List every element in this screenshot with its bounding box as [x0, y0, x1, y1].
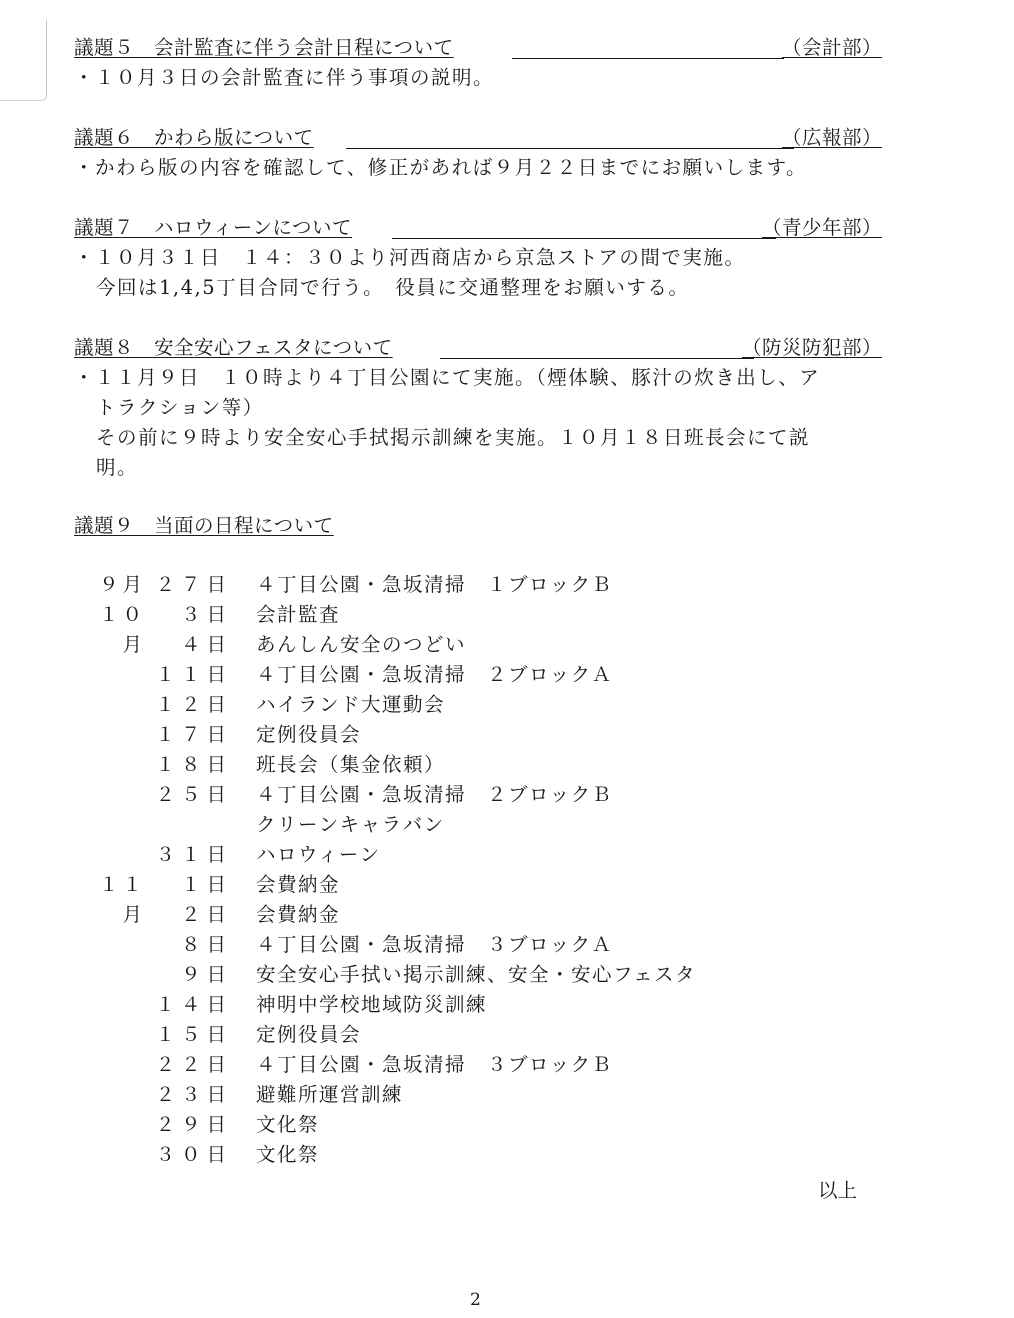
- schedule-day: ３０日: [155, 1143, 232, 1166]
- agenda-department: （防災防犯部）: [741, 336, 882, 359]
- schedule-event: 避難所運営訓練: [256, 1083, 404, 1106]
- schedule-event: 班長会（集金依頼）: [256, 753, 446, 776]
- agenda-title: 議題５ 会計監査に伴う会計日程について: [74, 36, 454, 59]
- schedule-day: １５日: [155, 1023, 232, 1046]
- binding-margin-mark: [0, 20, 47, 101]
- schedule-day: ４日: [180, 633, 232, 656]
- agenda-line: ・１０月３日の会計監査に伴う事項の説明。: [74, 66, 495, 89]
- schedule-row: [0, 1140, 1014, 1170]
- schedule-event: 会費納金: [256, 903, 341, 926]
- closing-text: 以上: [818, 1179, 858, 1202]
- schedule-day: １７日: [155, 723, 232, 746]
- schedule-row: [0, 990, 1014, 1020]
- schedule-day: ２日: [180, 903, 232, 926]
- schedule-row: [0, 960, 1014, 990]
- schedule-row: [0, 810, 1014, 840]
- schedule-row: [0, 1020, 1014, 1050]
- schedule-day: １日: [180, 873, 232, 896]
- schedule-event: クリーンキャラバン: [256, 813, 445, 836]
- page-number: 2: [470, 1290, 481, 1310]
- agenda-heading: [74, 334, 882, 362]
- schedule-event: 神明中学校地域防災訓練: [256, 993, 488, 1016]
- agenda-line: トラクション等）: [96, 396, 264, 419]
- schedule-day: ３日: [180, 603, 232, 626]
- schedule-month: ９月: [98, 573, 146, 596]
- agenda-heading: [74, 512, 882, 540]
- agenda-title: 議題６ かわら版について: [74, 126, 314, 149]
- schedule-event: 会費納金: [256, 873, 341, 896]
- agenda-heading: [74, 34, 882, 62]
- schedule-event: ４丁目公園・急坂清掃 ３ブロックＢ: [256, 1053, 613, 1076]
- schedule-day: ２３日: [155, 1083, 232, 1106]
- schedule-event: 定例役員会: [256, 1023, 362, 1046]
- agenda-line: その前に９時より安全安心手拭掲示訓練を実施。１０月１８日班長会にて説: [96, 426, 811, 449]
- schedule-row: [0, 720, 1014, 750]
- schedule-row: [0, 630, 1014, 660]
- heading-rule: [440, 358, 754, 359]
- schedule-event: 文化祭: [256, 1113, 320, 1136]
- schedule-row: [0, 900, 1014, 930]
- agenda-title: 議題９ 当面の日程について: [74, 514, 334, 537]
- agenda-title: 議題８ 安全安心フェスタについて: [74, 336, 393, 359]
- schedule-event: ４丁目公園・急坂清掃 １ブロックＢ: [256, 573, 613, 596]
- schedule-row: [0, 690, 1014, 720]
- schedule-day: ９日: [180, 963, 232, 986]
- schedule-day: １８日: [155, 753, 232, 776]
- schedule-event: 会計監査: [256, 603, 341, 626]
- schedule-row: [0, 570, 1014, 600]
- schedule-row: [0, 660, 1014, 690]
- schedule-day: ２７日: [155, 573, 232, 596]
- heading-rule: [346, 148, 794, 149]
- schedule-month: １０月: [98, 603, 146, 656]
- schedule-month: １１月: [98, 873, 146, 926]
- agenda-department: （広報部）: [781, 126, 882, 149]
- agenda-heading: [74, 214, 882, 242]
- schedule-day: １４日: [155, 993, 232, 1016]
- schedule-event: ４丁目公園・急坂清掃 ２ブロックＡ: [256, 663, 613, 686]
- schedule-row: [0, 1080, 1014, 1110]
- schedule-row: [0, 930, 1014, 960]
- schedule-day: １２日: [155, 693, 232, 716]
- schedule-day: ２２日: [155, 1053, 232, 1076]
- agenda-title: 議題７ ハロウィーンについて: [74, 216, 353, 239]
- schedule-day: ８日: [180, 933, 232, 956]
- schedule-row: [0, 750, 1014, 780]
- agenda-department: （会計部）: [781, 36, 882, 59]
- schedule-event: ハロウィーン: [256, 843, 381, 866]
- heading-rule: [392, 238, 776, 239]
- schedule-day: １１日: [155, 663, 232, 686]
- agenda-line: ・１１月９日 １０時より４丁目公園にて実施。（煙体験、豚汁の炊き出し、ア: [74, 366, 821, 389]
- schedule-day: ２５日: [155, 783, 232, 806]
- schedule-row: [0, 780, 1014, 810]
- schedule-day: ２９日: [155, 1113, 232, 1136]
- schedule-row: [0, 1110, 1014, 1140]
- schedule-event: ４丁目公園・急坂清掃 ３ブロックＡ: [256, 933, 613, 956]
- agenda-line: ・１０月３１日 １４：３０より河西商店から京急ストアの間で実施。: [74, 246, 746, 269]
- agenda-line: 今回は1,4,5丁目合同で行う。 役員に交通整理をお願いする。: [96, 276, 690, 299]
- agenda-heading: [74, 124, 882, 152]
- agenda-line: ・かわら版の内容を確認して、修正があれば９月２２日までにお願いします。: [74, 156, 808, 179]
- schedule-event: あんしん安全のつどい: [256, 633, 467, 656]
- heading-rule: [512, 58, 784, 59]
- schedule-row: [0, 840, 1014, 870]
- schedule-event: 安全安心手拭い掲示訓練、安全・安心フェスタ: [256, 963, 697, 986]
- schedule-row: [0, 1050, 1014, 1080]
- agenda-department: （青少年部）: [761, 216, 882, 239]
- schedule-event: 文化祭: [256, 1143, 320, 1166]
- schedule-event: ４丁目公園・急坂清掃 ２ブロックＢ: [256, 783, 613, 806]
- schedule-event: ハイランド大運動会: [256, 693, 446, 716]
- schedule-event: 定例役員会: [256, 723, 362, 746]
- agenda-line: 明。: [96, 456, 139, 479]
- schedule-day: ３１日: [155, 843, 232, 866]
